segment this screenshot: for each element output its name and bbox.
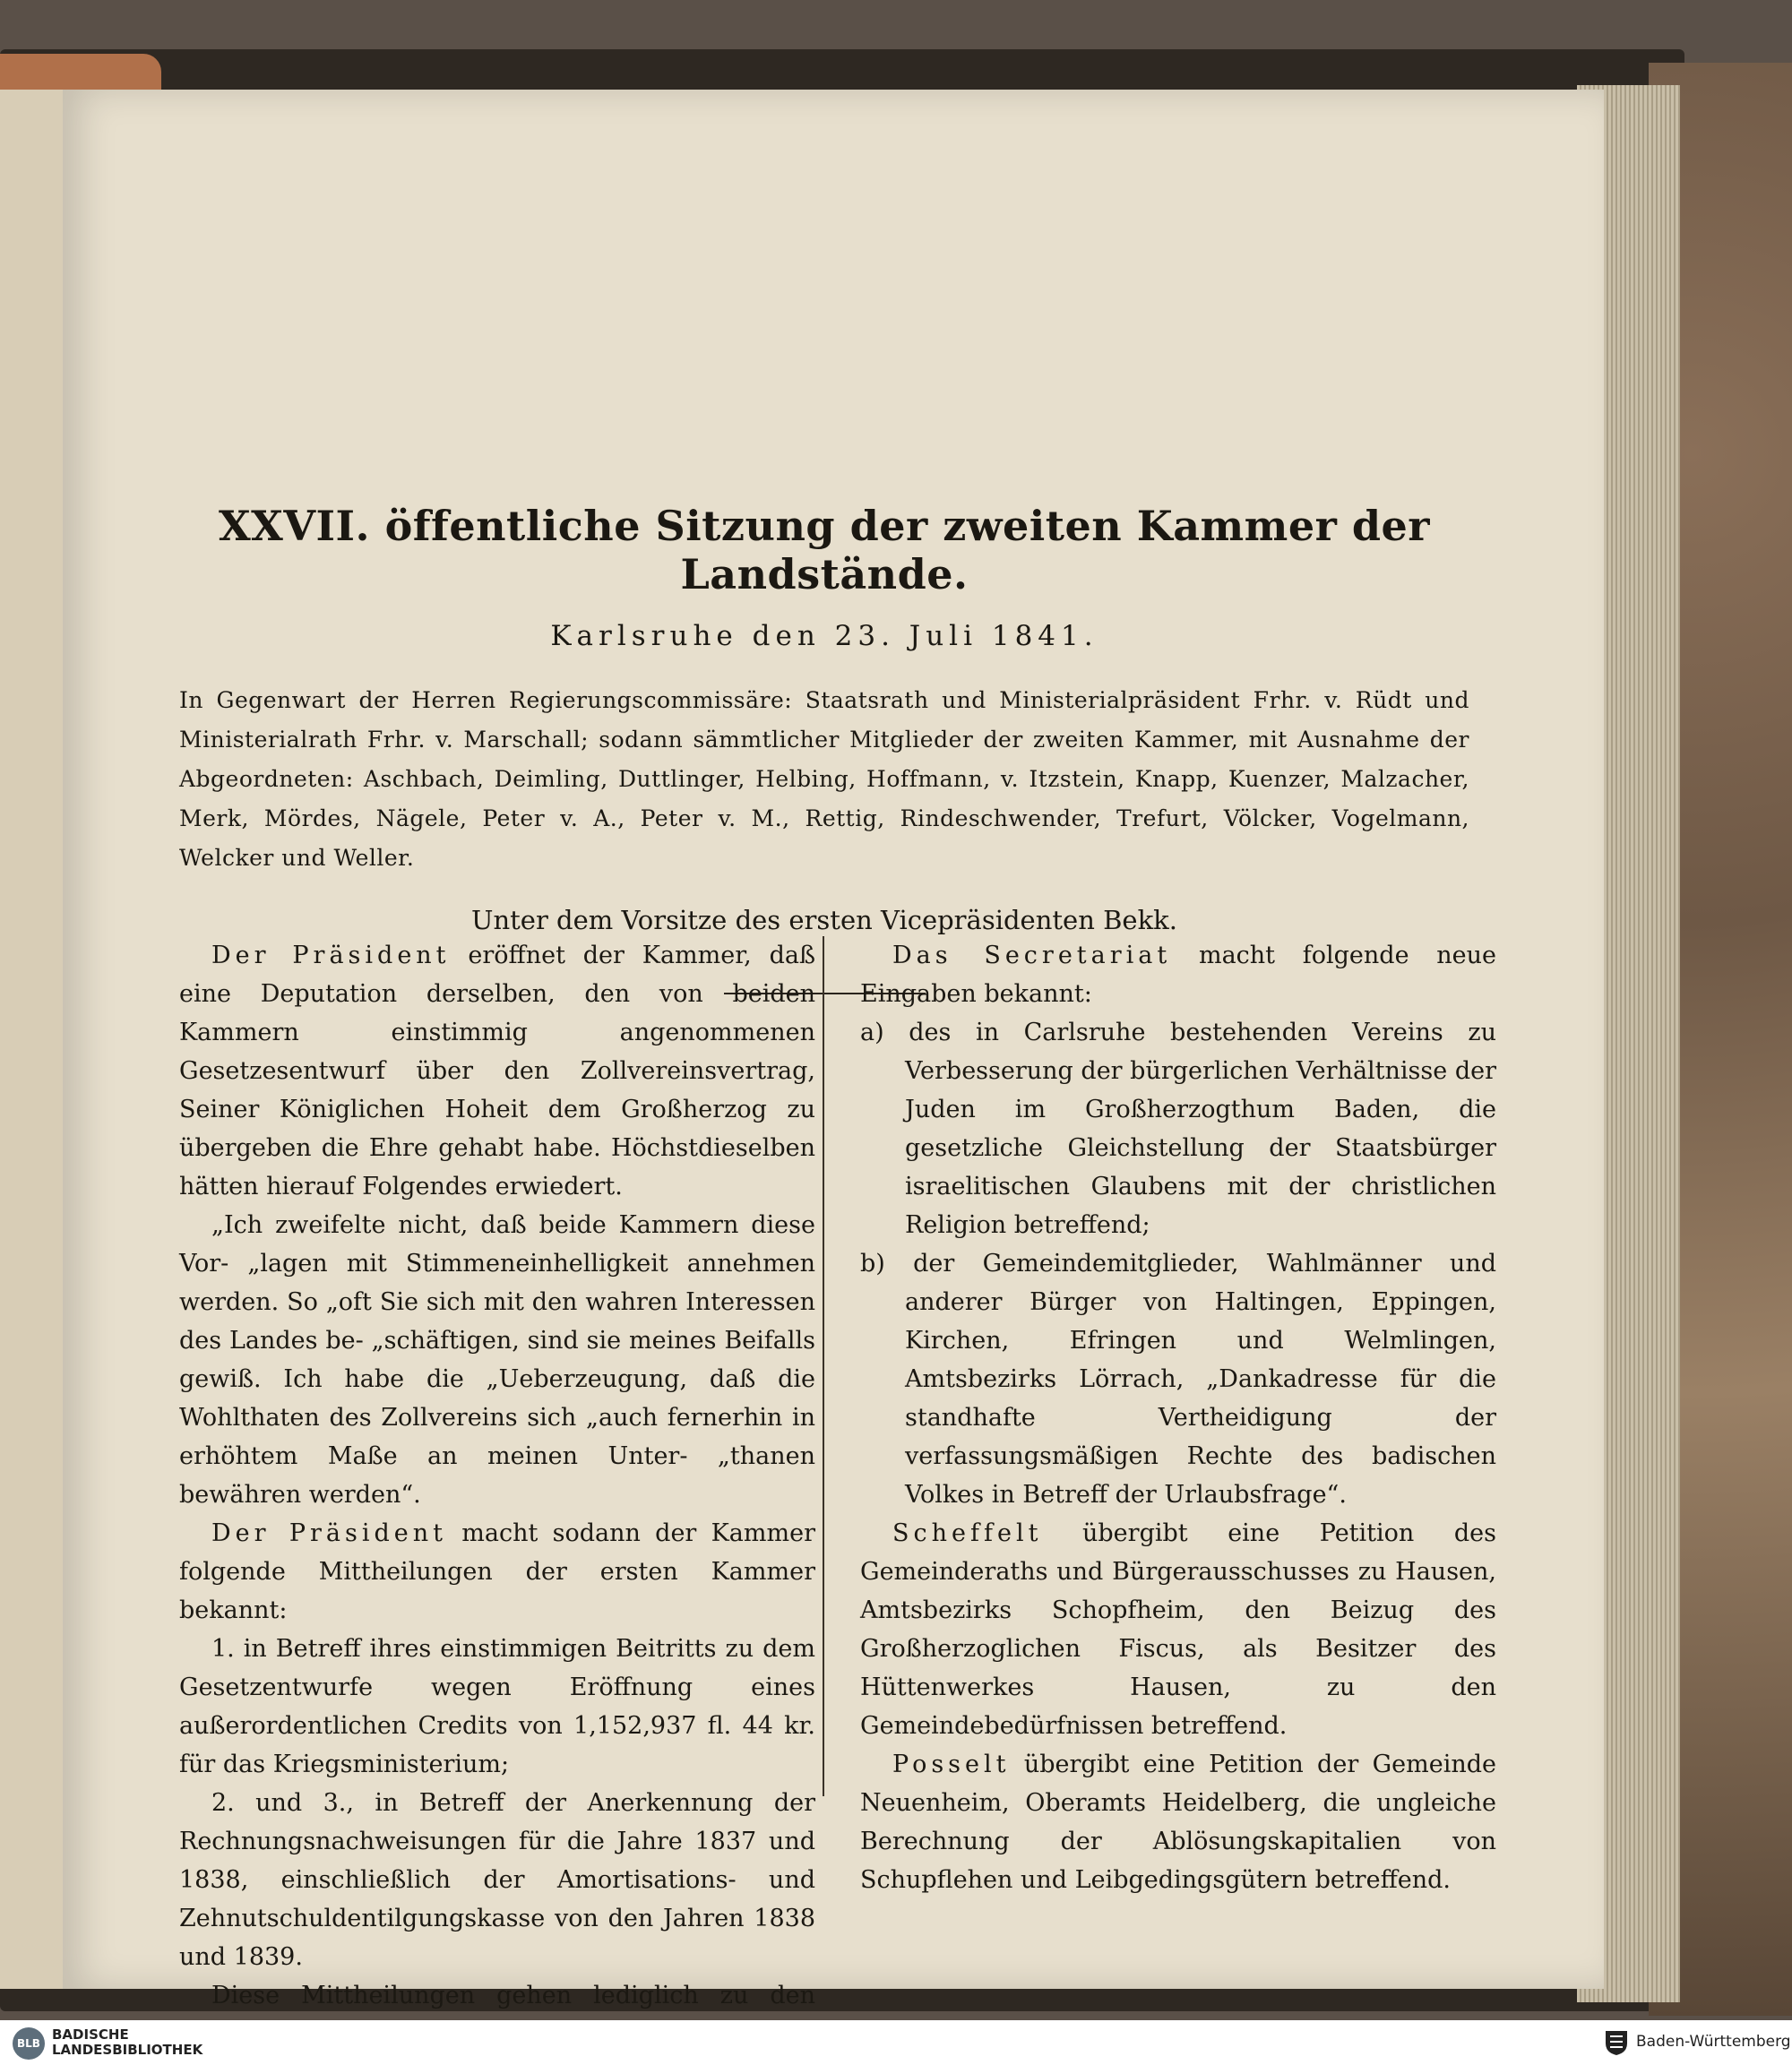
- scheffelt-petition: Scheffelt übergibt eine Petition des Gemeinderaths und Bürgerausschusses zu Hausen, Amtsbezirks Schopfheim, den Beizug des Großherzoglichen Fiscus, als Besitzer des Hüttenwerkes Hausen, zu den Gemeindebedürfnissen betreffend.: [860, 1519, 1496, 1740]
- blb-logo-icon[interactable]: BLB: [13, 2027, 45, 2060]
- right-column: [860, 936, 1496, 1899]
- state-name[interactable]: Baden-Württemberg: [1636, 2033, 1791, 2051]
- speaker-name: Der Präsident: [211, 942, 451, 969]
- president-opening-paragraph: Der Präsident eröffnet der Kammer, daß eine Deputation derselben, den von beiden Kammern einstimmig angenommenen Gesetzesentwurf über den Zollvereinsvertrag, Seiner Königlichen Hoheit dem Großherzog zu übergeben die Ehre gehabt habe. Höchstdieselben hätten hierauf Folgendes erwiedert.: [179, 942, 816, 1200]
- list-item: 1. in Betreff ihres einstimmigen Beitritts zu dem Gesetzentwurfe wegen Eröffnung eines außerordentlichen Credits von 1,152,937 fl. 44 kr. für das Kriegsministerium;: [179, 1635, 815, 1778]
- session-date: Karlsruhe den 23. Juli 1841.: [550, 620, 1098, 652]
- closing-line: Diese Mittheilungen gehen lediglich zu den: [211, 1982, 815, 2009]
- text-columns: [179, 936, 1497, 2009]
- footer-bar: [0, 2020, 1792, 2065]
- speaker-name: Posselt: [892, 1751, 1011, 1778]
- left-page-edge: [0, 90, 63, 1989]
- list-item: a) des in Carlsruhe bestehenden Vereins zu Verbesserung der bürgerlichen Verhältnisse der Juden im Großherzogthum Baden, die gesetzliche Gleichstellung der Staatsbürger israelitischen Glaubens mit der christlichen Religion betreffend;: [860, 1019, 1496, 1239]
- speaker-name: Scheffelt: [892, 1519, 1043, 1547]
- attendance-paragraph: In Gegenwart der Herren Regierungscommissäre: Staatsrath und Ministerialpräsident Frhr. v. Rüdt und Ministerialrath Frhr. v. Marschall; sodann sämmtlicher Mitglieder der zweiten Kammer, mit Ausnahme der Abgeordneten: Aschbach, Deimling, Duttlinger, Helbing, Hoffmann, v. Itzstein, Knapp, Kuenzer, Malzacher, Merk, Mördes, Nägele, Peter v. A., Peter v. M., Rettig, Rindeschwender, Trefurt, Völcker, Vogelmann, Welcker und Weller.: [179, 687, 1469, 871]
- list-item: 2. und 3., in Betreff der Anerkennung der Rechnungsnachweisungen für die Jahre 1837 und 1838, einschließlich der Amortisations- und Zehnutschuldentilgungskasse von den Jahren 1838 und 1839.: [179, 1789, 815, 1971]
- secretariat-intro: Das Secretariat macht folgende neue Eingaben bekannt:: [860, 942, 1497, 1008]
- grand-duke-quote: „Ich zweifelte nicht, daß beide Kammern diese Vor- „lagen mit Stimmeneinhelligkeit annehmen werden. So „oft Sie sich mit den wahren Interessen des Landes be- „schäftigen, sind sie meines Beifalls gewiß. Ich habe die „Ueberzeugung, daß die Wohlthaten des Zollvereins sich „auch fernerhin in erhöhtem Maße an meinen Unter- „thanen bewähren werden“.: [179, 1211, 815, 1509]
- chair-line: Unter dem Vorsitze des ersten Vicepräsidenten Bekk.: [471, 905, 1177, 935]
- library-name[interactable]: BADISCHE LANDESBIBLIOTHEK: [52, 2026, 203, 2058]
- president-announcement: Der Präsident macht sodann der Kammer folgende Mittheilungen der ersten Kammer bekannt:: [179, 1519, 815, 1624]
- left-cover-edge: [0, 54, 161, 94]
- speaker-name: Das Secretariat: [892, 942, 1172, 969]
- session-heading: [179, 502, 1469, 994]
- speaker-name: Der Präsident: [211, 1519, 447, 1547]
- left-column: [179, 936, 815, 2053]
- column-divider: [823, 936, 824, 1796]
- session-title: XXVII. öffentliche Sitzung der zweiten Kammer der Landstände.: [218, 502, 1431, 598]
- list-item: b) der Gemeindemitglieder, Wahlmänner und anderer Bürger von Haltingen, Eppingen, Kirchen, Efringen und Welmlingen, Amtsbezirks Lörrach, „Dankadresse für die standhafte Vertheidigung der verfassungsmäßigen Rechte des badischen Volkes in Betreff der Urlaubsfrage“.: [860, 1250, 1496, 1509]
- state-coat-of-arms-icon: [1604, 2029, 1629, 2056]
- posselt-petition: Posselt übergibt eine Petition der Gemeinde Neuenheim, Oberamts Heidelberg, die ungleiche Berechnung der Ablösungskapitalien von Schupflehen und Leibgedingsgütern betreffend.: [860, 1751, 1496, 1894]
